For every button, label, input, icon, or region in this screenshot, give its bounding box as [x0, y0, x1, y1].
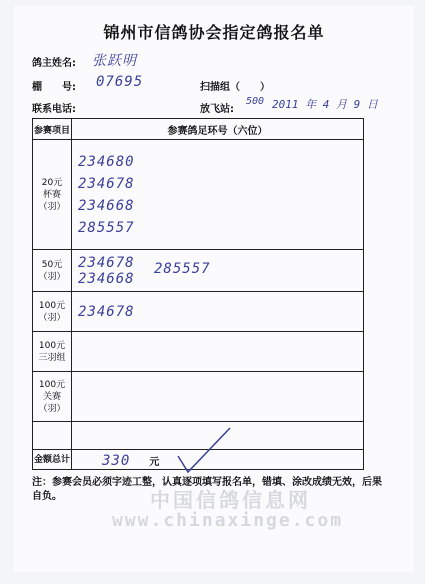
ring-number: 285557 [78, 219, 135, 236]
rings-cell [72, 372, 364, 422]
ring-number: 234668 [78, 197, 135, 214]
watermark-url: www.chinaxinge.com [112, 510, 344, 531]
table-row [33, 140, 364, 250]
category-cell [33, 422, 72, 450]
rings-cell [72, 332, 364, 372]
table-row [33, 250, 364, 292]
table-row [33, 292, 364, 332]
category-cell: 100元 三羽组 [33, 332, 72, 372]
table-row [33, 372, 364, 422]
scan-group-label: 扫描组（ ） [200, 82, 270, 93]
rings-cell [72, 250, 364, 292]
ring-number: 234680 [78, 153, 135, 170]
phone-label: 联系电话: [32, 104, 76, 115]
owner-label: 鸽主姓名: [32, 58, 76, 69]
rings-cell [72, 292, 364, 332]
owner-value: 张跃明 [92, 53, 137, 69]
form-title: 锦州市信鸽协会指定鸽报名单 [103, 23, 325, 42]
category-cell: 100元 关赛 （羽） [33, 372, 72, 422]
ring-number: 285557 [154, 260, 211, 277]
date-value: 2011 年 4 月 9 日 [272, 98, 378, 111]
category-cell: 50元 （羽） [33, 250, 72, 292]
table-row [33, 332, 364, 372]
total-unit: 元 [149, 457, 160, 468]
entry-table [32, 118, 364, 470]
checkmark-icon [174, 426, 234, 476]
loft-label: 棚 号: [32, 82, 76, 93]
form-note: 注：参赛会员必须字迹工整，认真逐项填写报名单，错填、涂改成绩无效，后果自负。 [32, 477, 382, 502]
loft-value: 07695 [96, 74, 144, 90]
ring-number: 234678 [78, 303, 135, 320]
category-cell: 20元 杯赛 （羽） [33, 140, 72, 250]
total-label: 金额总计 [33, 450, 72, 470]
ring-number: 234668 [78, 270, 135, 287]
release-value: 500 [246, 96, 265, 107]
ring-number: 234678 [78, 175, 135, 192]
ring-number: 234678 [78, 254, 135, 271]
col-rings-header: 参赛鸽足环号（六位） [72, 119, 364, 140]
rings-cell [72, 140, 364, 250]
total-value: 330 [102, 453, 131, 469]
col-category-header: 参赛项目 [33, 119, 72, 140]
category-cell: 100元 （羽） [33, 292, 72, 332]
watermark-logo: 中国信鸽信息网 [150, 488, 311, 512]
release-label: 放飞站: [200, 104, 234, 115]
